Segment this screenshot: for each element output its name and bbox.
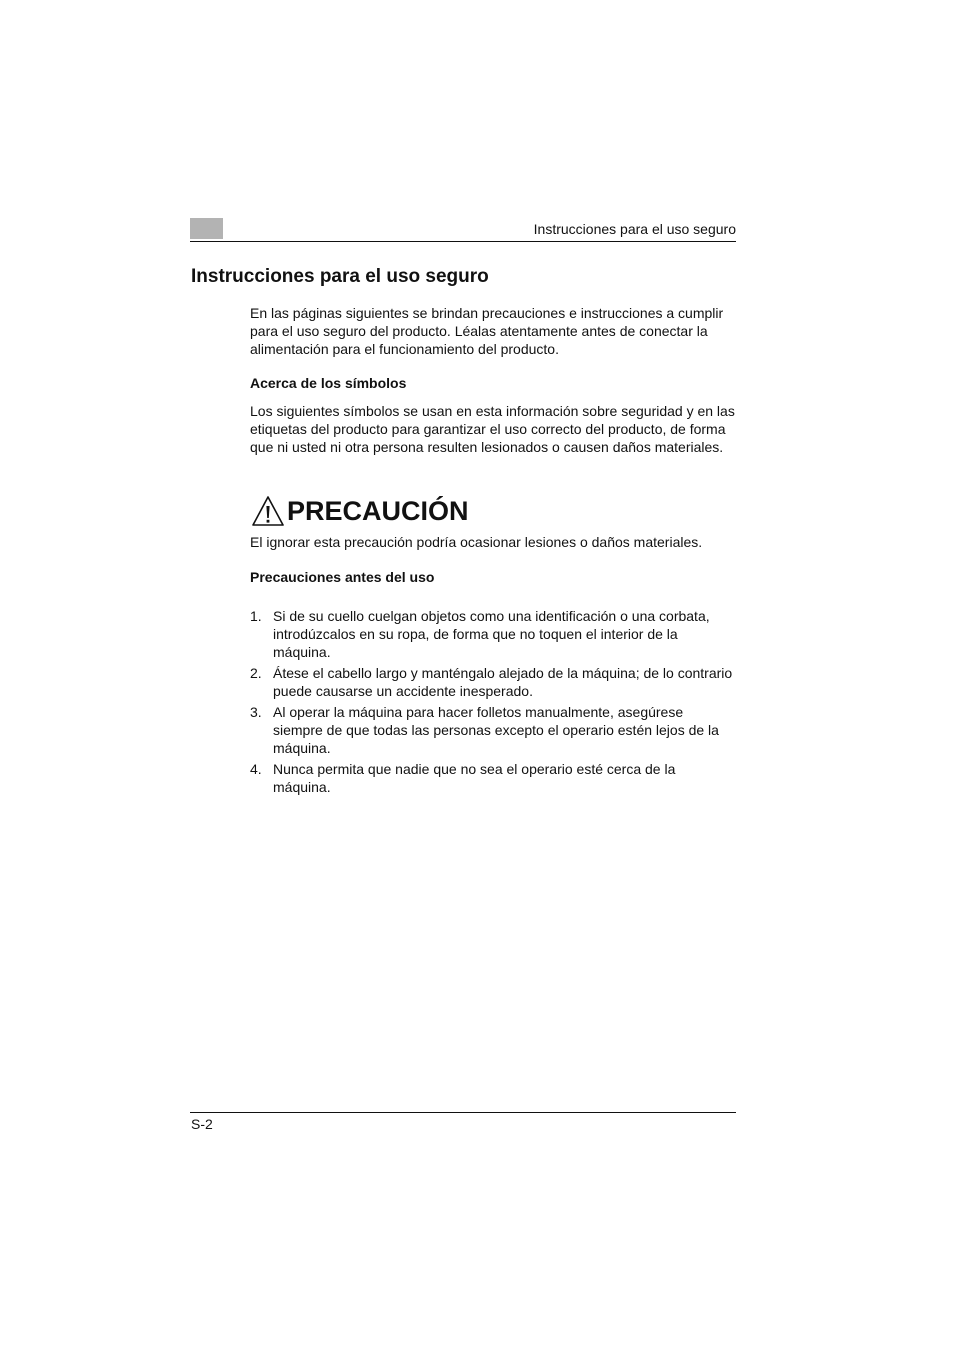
- header-divider: [190, 241, 736, 242]
- running-header-title: Instrucciones para el uso seguro: [533, 221, 736, 237]
- footer-divider: [190, 1112, 736, 1113]
- list-item-text: Si de su cuello cuelgan objetos como una identificación o una corbata, introdúzcalos en su ropa, de forma que no toquen el interior de la máquina.: [273, 608, 710, 660]
- page-number: S-2: [191, 1116, 213, 1132]
- warning-triangle-icon: [251, 495, 287, 527]
- symbols-paragraph: Los siguientes símbolos se usan en esta información sobre seguridad y en las etiquetas del producto para garantizar el uso correcto del producto, de forma que ni usted ni otra persona resulten lesionados o causen daños materiales.: [250, 403, 735, 455]
- list-item-text: Átese el cabello largo y manténgalo alejado de la máquina; de lo contrario puede causarse un accidente inesperado.: [273, 665, 733, 699]
- header-tab-marker: [190, 218, 223, 239]
- list-item-number: 3.: [250, 704, 262, 720]
- list-item-number: 1.: [250, 608, 262, 624]
- caution-description: El ignorar esta precaución podría ocasionar lesiones o daños materiales.: [250, 534, 703, 550]
- list-item: [250, 607, 736, 661]
- precautions-heading: Precauciones antes del uso: [250, 569, 435, 585]
- intro-paragraph: En las páginas siguientes se brindan precauciones e instrucciones a cumplir para el uso seguro del producto. Léalas atentamente antes de conectar la alimentación para el funcionamiento del producto.: [250, 305, 724, 357]
- list-item: [250, 664, 736, 700]
- section-title: Instrucciones para el uso seguro: [191, 266, 489, 287]
- caution-block: [251, 494, 469, 528]
- list-item-text: Al operar la máquina para hacer folletos manualmente, asegúrese siempre de que todas las personas excepto el operario estén lejos de la máquina.: [273, 704, 719, 756]
- precautions-list: [250, 607, 736, 799]
- list-item-number: 2.: [250, 665, 262, 681]
- list-item-text: Nunca permita que nadie que no sea el operario esté cerca de la máquina.: [273, 761, 676, 795]
- list-item: [250, 760, 736, 796]
- symbols-heading: Acerca de los símbolos: [250, 375, 407, 391]
- caution-label: PRECAUCIÓN: [287, 496, 469, 526]
- list-item-number: 4.: [250, 761, 262, 777]
- list-item: [250, 703, 736, 757]
